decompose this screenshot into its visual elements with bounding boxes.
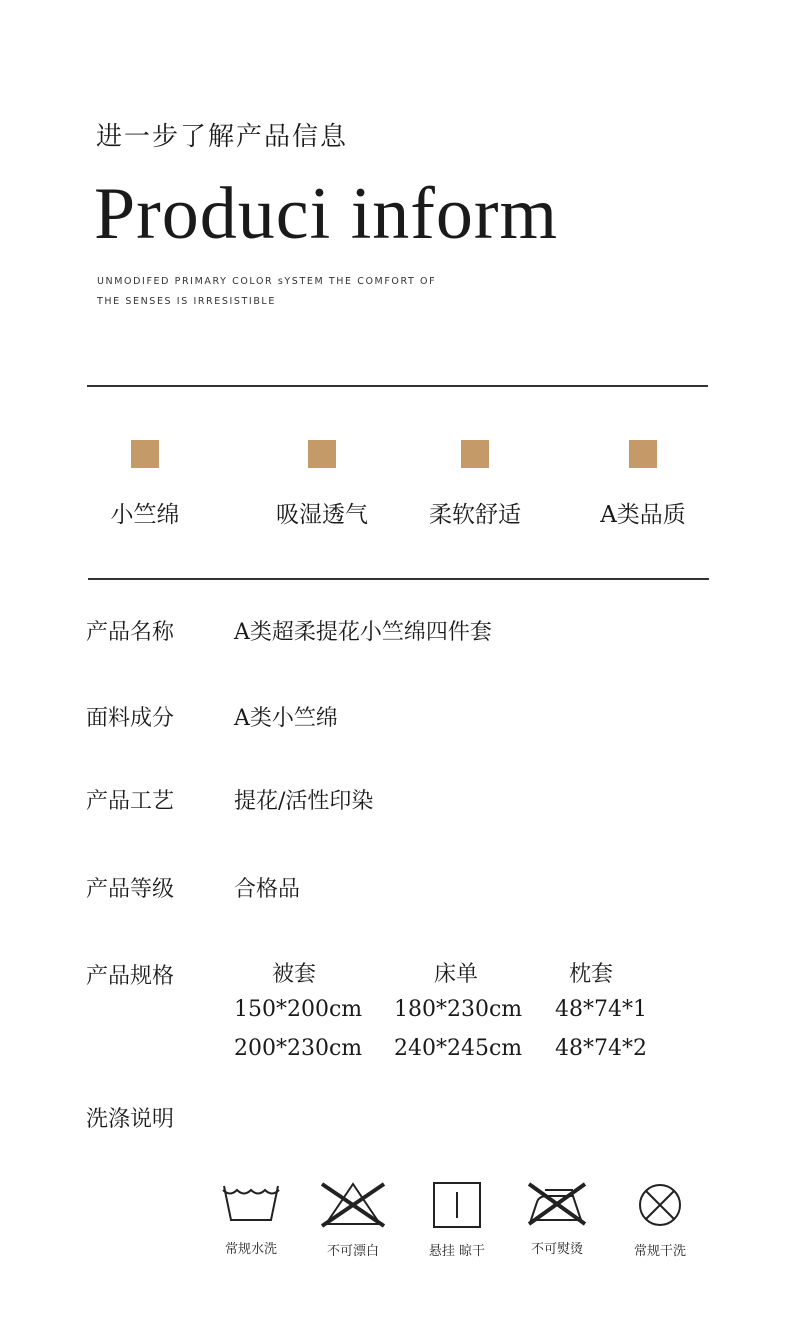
wash-basin-icon [221, 1180, 281, 1228]
feature-label: 吸湿透气 [276, 502, 368, 528]
care-item [507, 1180, 607, 1257]
care-item [610, 1180, 710, 1259]
fabric-label: 面料成分 [86, 706, 175, 731]
divider-middle [88, 578, 709, 580]
spec-cell: 200*230cm [234, 1036, 363, 1061]
grade-label: 产品等级 [86, 877, 175, 902]
care-item [407, 1180, 507, 1259]
wash-title: 洗涤说明 [86, 1107, 175, 1132]
care-label: 常规干洗 [633, 1244, 686, 1259]
fabric-value: A类小竺绵 [234, 706, 338, 731]
page-title: Produci inform [94, 173, 559, 255]
spec-header-pillowcase: 枕套 [569, 962, 614, 987]
divider-top [87, 385, 708, 387]
feature-item [563, 440, 723, 529]
feature-square-icon [629, 440, 657, 468]
care-item [201, 1180, 301, 1257]
dry-clean-icon [635, 1180, 685, 1230]
no-bleach-icon [318, 1180, 388, 1230]
product-name-label: 产品名称 [86, 620, 175, 645]
feature-item [395, 440, 555, 529]
spec-cell: 48*74*2 [555, 1036, 647, 1061]
spec-header-sheet: 床单 [434, 962, 479, 987]
feature-label: 柔软舒适 [429, 502, 521, 528]
feature-label: 小竺绵 [110, 502, 180, 528]
feature-label: A类品质 [600, 502, 686, 528]
spec-cell: 48*74*1 [555, 997, 647, 1022]
spec-cell: 180*230cm [394, 997, 523, 1022]
spec-label: 产品规格 [86, 964, 175, 989]
craft-label: 产品工艺 [86, 789, 175, 814]
feature-square-icon [308, 440, 336, 468]
section-subtitle: 进一步了解产品信息 [96, 122, 349, 152]
tagline-line-2: THE SENSES IS IRRESISTIBLE [97, 296, 276, 307]
grade-value: 合格品 [234, 877, 301, 902]
care-label: 常规水洗 [224, 1242, 277, 1257]
spec-cell: 240*245cm [394, 1036, 523, 1061]
product-name-value: A类超柔提花小竺绵四件套 [234, 620, 492, 645]
feature-square-icon [131, 440, 159, 468]
care-label: 不可漂白 [326, 1244, 379, 1259]
feature-item [242, 440, 402, 529]
tagline-line-1: UNMODIFED PRIMARY COLOR sYSTEM THE COMFORT OF [97, 276, 437, 287]
feature-square-icon [461, 440, 489, 468]
craft-value: 提花/活性印染 [234, 789, 374, 814]
care-label: 不可熨烫 [530, 1242, 583, 1257]
hang-dry-icon [431, 1180, 483, 1230]
care-label: 悬挂 晾干 [428, 1244, 486, 1259]
spec-header-duvet: 被套 [272, 962, 317, 987]
care-item [303, 1180, 403, 1259]
feature-item [65, 440, 225, 529]
spec-cell: 150*200cm [234, 997, 363, 1022]
no-iron-icon [525, 1180, 589, 1228]
